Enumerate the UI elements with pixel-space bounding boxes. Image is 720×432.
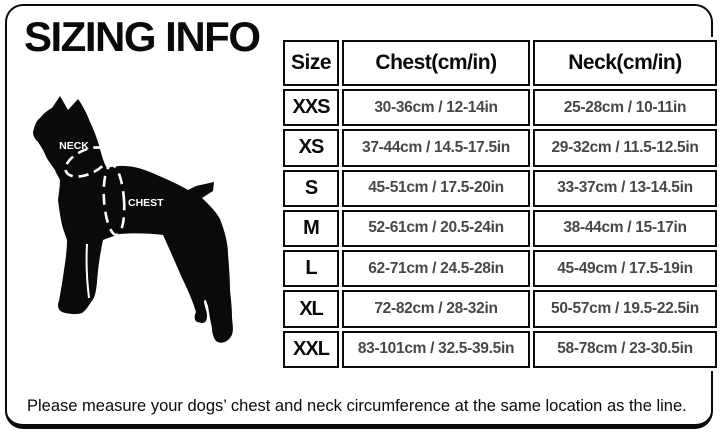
size-value: XS xyxy=(283,129,339,166)
table-row xyxy=(283,129,717,166)
size-value: XXS xyxy=(283,89,339,126)
size-value: XL xyxy=(283,290,339,327)
table-row xyxy=(283,331,717,368)
table-header-row xyxy=(283,40,717,86)
size-value: L xyxy=(283,250,339,287)
chest-value: 37-44cm / 14.5-17.5in xyxy=(342,129,530,166)
neck-value: 29-32cm / 11.5-12.5in xyxy=(533,129,717,166)
table-row xyxy=(283,89,717,126)
chest-value: 83-101cm / 32.5-39.5in xyxy=(342,331,530,368)
table-row xyxy=(283,170,717,207)
chest-value: 30-36cm / 12-14in xyxy=(342,89,530,126)
header-neck: Neck(cm/in) xyxy=(533,40,717,86)
sizing-table xyxy=(280,37,720,371)
neck-value: 45-49cm / 17.5-19in xyxy=(533,250,717,287)
page-title: SIZING INFO xyxy=(24,13,260,60)
chest-value: 45-51cm / 17.5-20in xyxy=(342,170,530,207)
chest-value: 52-61cm / 20.5-24in xyxy=(342,210,530,247)
chest-value: 62-71cm / 24.5-28in xyxy=(342,250,530,287)
size-value: S xyxy=(283,170,339,207)
neck-value: 50-57cm / 19.5-22.5in xyxy=(533,290,717,327)
neck-label: NECK xyxy=(59,140,89,152)
dog-measurement-diagram xyxy=(16,86,241,386)
table-row xyxy=(283,250,717,287)
dog-silhouette-icon xyxy=(16,86,241,386)
neck-value: 33-37cm / 13-14.5in xyxy=(533,170,717,207)
table-row xyxy=(283,210,717,247)
neck-value: 38-44cm / 15-17in xyxy=(533,210,717,247)
header-size: Size xyxy=(283,40,339,86)
chest-value: 72-82cm / 28-32in xyxy=(342,290,530,327)
size-value: M xyxy=(283,210,339,247)
size-value: XXL xyxy=(283,331,339,368)
header-chest: Chest(cm/in) xyxy=(342,40,530,86)
chest-label: CHEST xyxy=(128,197,164,209)
measurement-instruction: Please measure your dogs’ chest and neck circumference at the same location as the line. xyxy=(27,397,687,415)
neck-value: 25-28cm / 10-11in xyxy=(533,89,717,126)
neck-value: 58-78cm / 23-30.5in xyxy=(533,331,717,368)
table-row xyxy=(283,290,717,327)
